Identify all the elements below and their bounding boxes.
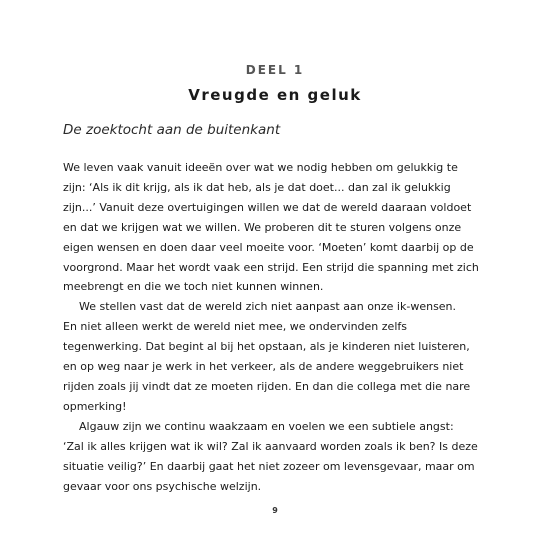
text-line: meebrengt en die we toch niet kunnen winnen.	[63, 280, 324, 294]
text-line: en op weg naar je werk in het verkeer, als de andere weggebruikers niet	[63, 360, 464, 374]
text-line: rijden zoals jij vindt dat ze moeten rijden. En dan die collega met die nare	[63, 379, 471, 393]
text-line: En niet alleen werkt de wereld niet mee, we ondervinden zelfs	[63, 320, 407, 334]
section-heading: De zoektocht aan de buitenkant	[63, 122, 281, 138]
text-line: We leven vaak vanuit ideeën over wat we nodig hebben om gelukkig te	[63, 161, 458, 174]
text-line: eigen wensen en doen daar veel moeite voor. ‘Moeten’ komt daarbij op de	[63, 240, 474, 254]
text-line: ‘Zal ik alles krijgen wat ik wil? Zal ik aanvaard worden zoals ik ben? Is deze	[63, 439, 478, 453]
body-text	[63, 158, 483, 496]
text-line: tegenwerking. Dat begint al bij het opstaan, als je kinderen niet luisteren,	[63, 340, 470, 354]
text-line: voorgrond. Maar het wordt vaak een strijd. Een strijd die spanning met zich	[63, 260, 479, 274]
chapter-title: Vreugde en geluk	[188, 86, 362, 104]
text-line: en dat we krijgen wat we willen. We proberen dit te sturen volgens onze	[63, 220, 462, 234]
text-line: opmerking!	[63, 399, 127, 413]
text-line: Algauw zijn we continu waakzaam en voelen we een subtiele angst:	[79, 419, 454, 433]
text-line: We stellen vast dat de wereld zich niet aanpast aan onze ik-wensen.	[79, 300, 457, 314]
text-line: zijn: ‘Als ik dit krijg, als ik dat heb, als je dat doet... dan zal ik gelukkig	[63, 180, 451, 194]
text-line: gevaar voor ons psychische welzijn.	[63, 479, 262, 493]
part-label: DEEL 1	[245, 63, 305, 77]
page-number: 9	[272, 506, 278, 515]
text-line: situatie veilig?’ En daarbij gaat het niet zozeer om levensgevaar, maar om	[63, 459, 475, 473]
text-line: zijn...’ Vanuit deze overtuigingen willen we dat de wereld daaraan voldoet	[63, 200, 472, 214]
